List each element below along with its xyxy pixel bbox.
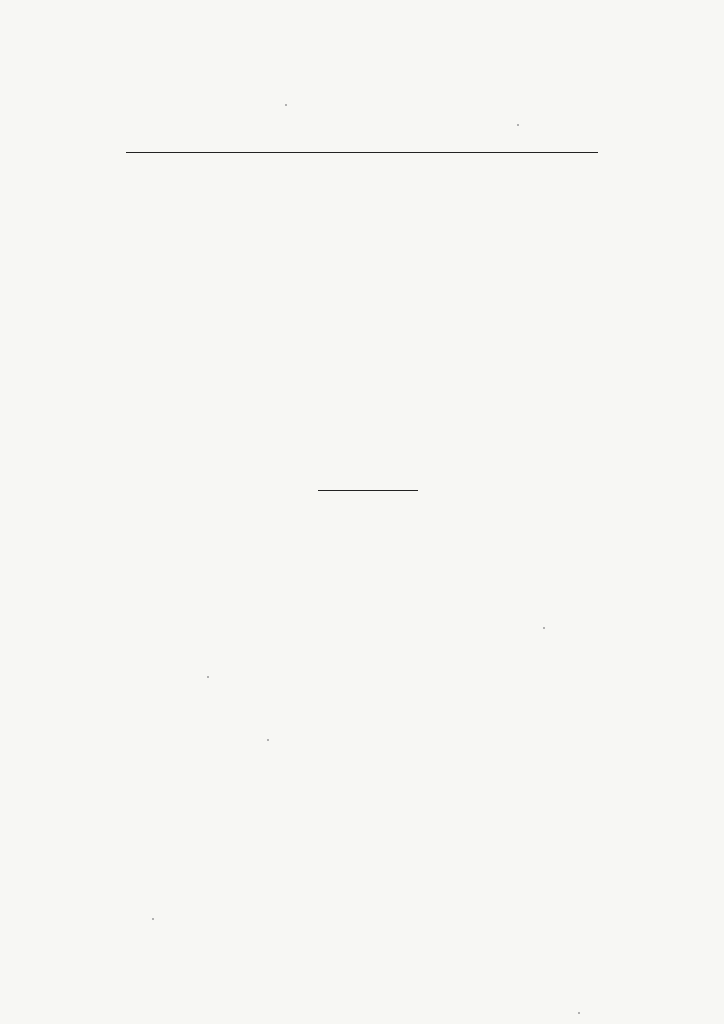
list-item <box>172 316 282 332</box>
clause-text <box>170 439 490 455</box>
list-item-marker <box>148 180 162 196</box>
section-divider <box>318 490 418 491</box>
list-item <box>172 180 282 196</box>
list-item-marker <box>148 214 162 230</box>
scan-speck <box>578 1012 580 1014</box>
list-item <box>172 197 282 213</box>
standard-code-header <box>300 134 428 149</box>
clause-number <box>140 421 164 437</box>
scan-speck <box>267 739 269 741</box>
list-item <box>172 282 282 298</box>
clause-number <box>140 403 164 419</box>
list-item <box>172 265 282 281</box>
scan-speck <box>543 627 545 629</box>
note-heading <box>150 555 230 571</box>
clause-text <box>118 350 606 384</box>
list-item <box>172 163 282 179</box>
clause-number <box>140 332 164 348</box>
list-item-marker <box>148 282 162 298</box>
note-line <box>150 573 390 589</box>
note-line <box>150 609 300 625</box>
scan-speck <box>285 104 287 106</box>
page-number <box>572 898 588 914</box>
clause-text <box>170 421 490 437</box>
clause-number <box>140 385 164 401</box>
list-item-marker <box>148 299 162 315</box>
scan-speck <box>207 676 209 678</box>
scan-speck <box>152 918 154 920</box>
note-line <box>150 591 370 607</box>
clause-text <box>170 385 390 401</box>
clause-number <box>140 439 164 455</box>
list-item-marker <box>148 265 162 281</box>
clause-text <box>170 403 390 419</box>
scan-speck <box>517 124 519 126</box>
list-item-marker <box>148 316 162 332</box>
list-item <box>172 299 282 315</box>
clause-text <box>170 332 500 348</box>
header-rule <box>126 152 598 153</box>
list-item-marker <box>148 197 162 213</box>
list-item <box>172 214 272 264</box>
list-item-marker <box>148 163 162 179</box>
